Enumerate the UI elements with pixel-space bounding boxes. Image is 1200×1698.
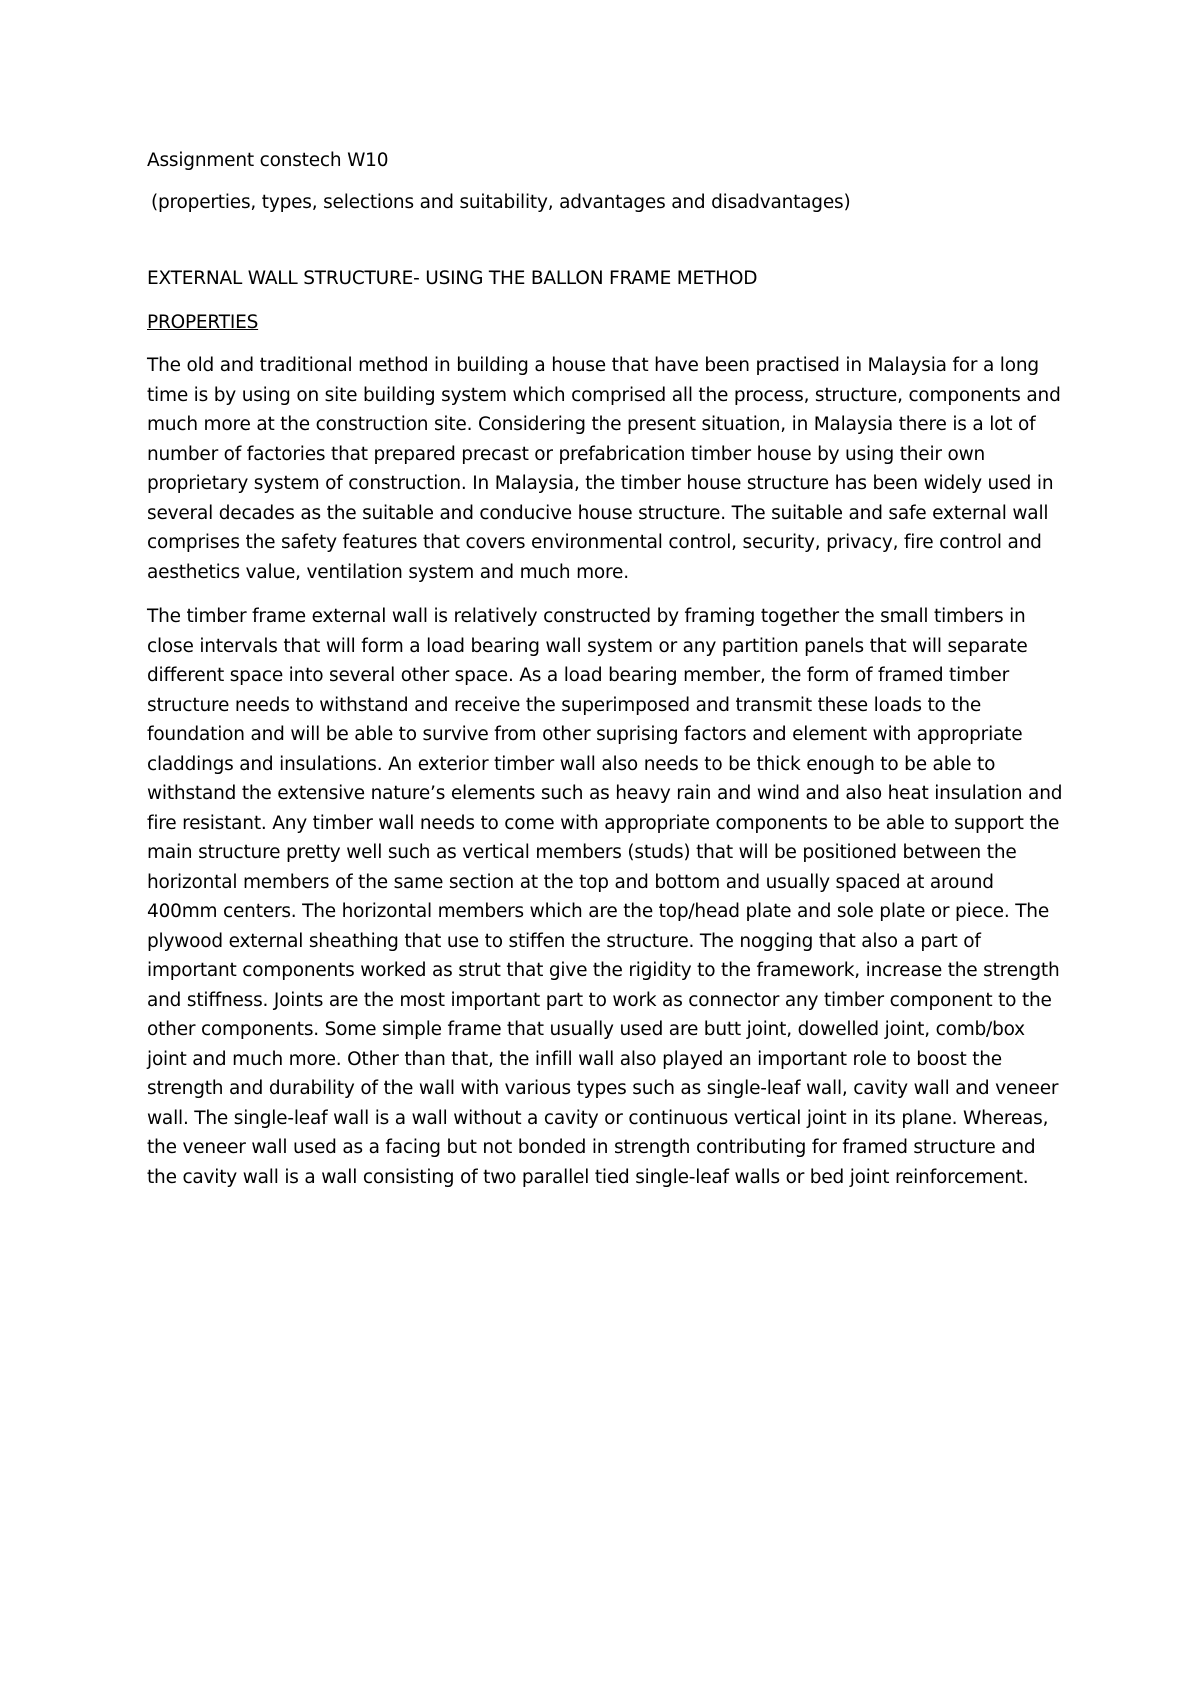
properties-heading: PROPERTIES: [147, 311, 259, 333]
section-heading: EXTERNAL WALL STRUCTURE- USING THE BALLON FRAME METHOD: [147, 268, 758, 289]
paragraph: The old and traditional method in building a house that have been practised in Malaysia for a long time is by using on site building system which comprised all the process, structure, components and much more at the construction site. Considering the present situation, in Malaysia there is a lot of number of factories that prepared precast or prefabrication timber house by using their own proprietary system of construction. In Malaysia, the timber house structure has been widely used in several decades as the suitable and conducive house structure. The suitable and safe external wall comprises the safety features that covers environmental control, security, privacy, fire control and aesthetics value, ventilation system and much more.: [147, 355, 1061, 583]
document-subtitle: (properties, types, selections and suitability, advantages and disadvantages): [151, 191, 851, 213]
paragraph: The timber frame external wall is relatively constructed by framing together the small timbers in close intervals that will form a load bearing wall system or any partition panels that will separate different space into several other space. As a load bearing member, the form of framed timber structure needs to withstand and receive the superimposed and transmit these loads to the foundation and will be able to survive from other suprising factors and element with appropriate claddings and insulations. An exterior timber wall also needs to be thick enough to be able to withstand the extensive nature’s elements such as heavy rain and wind and also heat insulation and fire resistant. Any timber wall needs to come with appropriate components to be able to support the main structure pretty well such as vertical members (studs) that will be positioned between the horizontal members of the same section at the top and bottom and usually spaced at around 400mm centers. The horizontal members which are the top/head plate and sole plate or piece. The plywood external sheathing that use to stiffen the structure. The nogging that also a part of important components worked as strut that give the rigidity to the framework, increase the strength and stiffness. Joints are the most important part to work as connector any timber component to the other components. Some simple frame that usually used are butt joint, dowelled joint, comb/box joint and much more. Other than that, the infill wall also played an important role to boost the strength and durability of the wall with various types such as single-leaf wall, cavity wall and veneer wall. The single-leaf wall is a wall without a cavity or continuous vertical joint in its plane. Whereas, the veneer wall used as a facing but not bonded in strength contributing for framed structure and the cavity wall is a wall consisting of two parallel tied single-leaf walls or bed joint reinforcement.: [147, 606, 1063, 1188]
document-body: [147, 146, 1067, 1207]
document-title: Assignment constech W10: [147, 150, 389, 171]
